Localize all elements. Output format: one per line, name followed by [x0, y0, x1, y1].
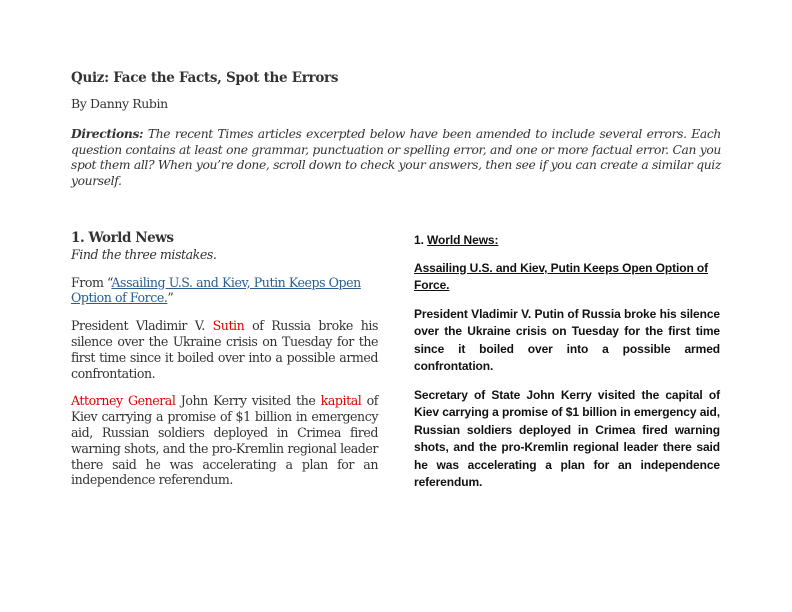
error-word: Attorney General: [71, 393, 176, 409]
quiz-source: [71, 275, 378, 307]
answer-paragraph-1: President Vladimir V. Putin of Russia broke his silence over the Ukraine crisis on Tuesday for the first time since it boiled over into a possible armed confrontation.: [414, 306, 720, 373]
answer-headline: Assailing U.S. and Kiev, Putin Keeps Open Option of Force.: [414, 260, 709, 292]
answer-heading: [414, 232, 720, 250]
text: of Russia broke his silence over the Ukraine crisis on Tuesday for the first time since it boiled over into a possible armed confrontation.: [71, 318, 378, 381]
page-title: Quiz: Face the Facts, Spot the Errors: [71, 70, 339, 86]
answer-column: [414, 232, 720, 503]
quiz-instruction: Find the three mistakes.: [71, 246, 217, 262]
quiz-column: [71, 231, 378, 500]
directions-text: The recent Times articles excerpted below have been amended to include several errors. Each question contains at least one grammar, punctuation or spelling error, and one or more factual error. Can you spot them all? When you’re done, scroll down to check your answers, then see if you can create a similar quiz yourself.: [71, 127, 721, 188]
answer-number: 1.: [414, 233, 428, 247]
quiz-heading: 1. World News: [71, 230, 174, 246]
text: John Kerry visited the: [175, 393, 321, 409]
directions-label: Directions:: [71, 126, 144, 141]
answer-paragraph-2: Secretary of State John Kerry visited the capital of Kiev carrying a promise of $1 billion in emergency aid, Russian soldiers deployed in Crimea fired warning shots, and the pro-Kremlin regional leader there said he was accelerating a plan for an independence referendum.: [414, 387, 720, 489]
directions: [71, 126, 721, 189]
quiz-paragraph-1: [71, 318, 378, 381]
text: President Vladimir V.: [71, 318, 213, 334]
source-prefix: From “: [71, 274, 112, 290]
answer-heading-text: World News:: [427, 233, 499, 247]
quiz-paragraph-2: [71, 393, 378, 488]
byline: By Danny Rubin: [71, 96, 168, 111]
text: of Kiev carrying a promise of $1 billion in emergency aid, Russian soldiers deployed in Crimea fired warning shots, and the pro-Kremlin regional leader there said he was accelerating a plan for an independence referendum.: [71, 393, 378, 488]
source-suffix: ”: [167, 290, 174, 306]
article-link[interactable]: Assailing U.S. and Kiev, Putin Keeps Open Option of Force.: [71, 274, 361, 306]
error-word: Sutin: [212, 318, 245, 334]
error-word: kapital: [320, 393, 362, 409]
